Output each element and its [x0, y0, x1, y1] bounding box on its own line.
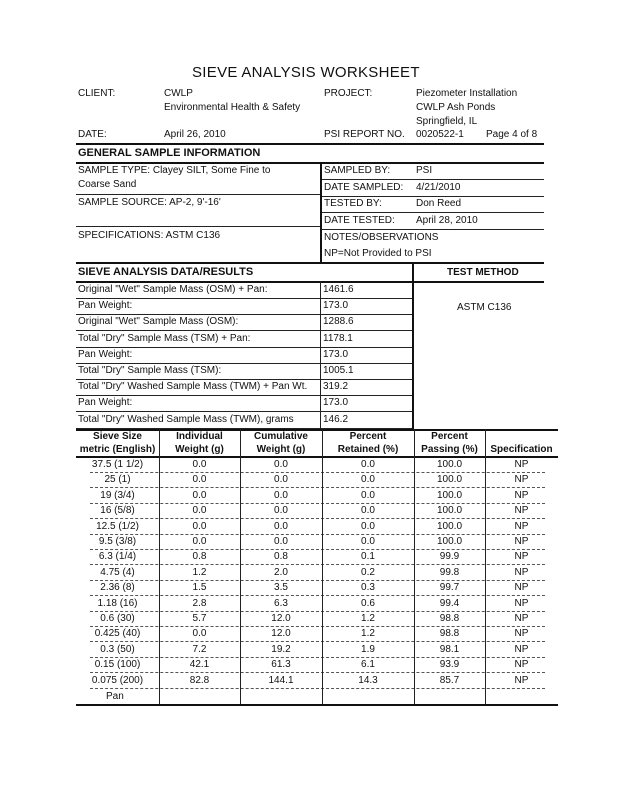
table-cell-cumulative-weight: 2.0 [274, 566, 288, 578]
mass-label: Original "Wet" Sample Mass (OSM) + Pan: [78, 284, 268, 295]
table-cell-percent-passing: 99.9 [439, 551, 460, 563]
table-cell-cumulative-weight: 19.2 [271, 643, 291, 655]
table-cell-individual-weight: 0.0 [192, 474, 207, 486]
table-cell-percent-passing: 99.8 [439, 566, 460, 578]
table-cell-percent-passing: 85.7 [439, 674, 460, 686]
table-cell-percent-retained: 0.0 [361, 459, 375, 470]
percent-passing-header-line2: Passing (%) [421, 444, 478, 455]
table-cell-cumulative-weight: 3.5 [274, 582, 288, 594]
sample-source: SAMPLE SOURCE: AP-2, 9'-16' [78, 197, 221, 208]
table-cell-sieve-size: 16 (5/8) [100, 505, 135, 517]
sampled-by-value: PSI [416, 165, 433, 176]
mass-value: 173.0 [323, 348, 349, 360]
table-cell-specification: NP [514, 659, 529, 671]
mass-row-rule [76, 347, 412, 348]
table-cell-sieve-size: 19 (3/4) [100, 489, 135, 501]
table-cell-sieve-size: 6.3 (1/4) [98, 551, 137, 563]
mass-label: Total "Dry" Sample Mass (TSM) + Pan: [78, 332, 251, 344]
mass-divider [320, 281, 321, 430]
table-cell-percent-passing: 98.8 [439, 613, 460, 624]
table-cell-percent-retained: 6.1 [361, 659, 375, 671]
table-cell-specification: NP [514, 628, 529, 640]
table-cell-individual-weight: 2.8 [192, 597, 207, 609]
table-cell-specification: NP [514, 536, 529, 547]
table-cell-cumulative-weight: 0.8 [274, 551, 288, 563]
mass-value: 1178.1 [323, 332, 353, 344]
table-cell-specification: NP [514, 520, 529, 532]
table-cell-sieve-size: 37.5 (1 1/2) [91, 459, 144, 470]
sample-type-cont: Coarse Sand [78, 179, 137, 190]
table-cell-sieve-size: 0.3 (50) [100, 643, 135, 655]
rule [322, 212, 544, 213]
table-cell-individual-weight: 0.0 [192, 459, 207, 470]
table-cell-cumulative-weight: 6.3 [274, 597, 288, 609]
mass-row-rule [76, 379, 412, 380]
table-cell-cumulative-weight: 0.0 [274, 520, 288, 532]
table-cell-cumulative-weight: 12.0 [271, 628, 291, 640]
mass-row-rule [76, 411, 412, 412]
table-cell-cumulative-weight: 0.0 [274, 474, 288, 486]
rule [76, 704, 558, 706]
specifications: SPECIFICATIONS: ASTM C136 [78, 230, 221, 241]
mass-label: Original "Wet" Sample Mass (OSM): [78, 316, 239, 328]
mass-value: 1461.6 [323, 284, 354, 295]
table-cell-percent-retained: 0.0 [361, 520, 375, 532]
table-cell-sieve-size: 2.36 (8) [100, 582, 135, 594]
date-value: April 26, 2010 [164, 129, 226, 140]
table-cell-percent-retained: 0.0 [361, 489, 375, 501]
table-cell-percent-retained: 0.2 [361, 566, 375, 578]
mass-row-rule [76, 363, 412, 364]
project-label: PROJECT: [324, 88, 373, 99]
table-cell-sieve-size: 9.5 (3/8) [98, 536, 137, 547]
client-line2: Environmental Health & Safety [164, 102, 301, 113]
table-column-divider [414, 429, 415, 704]
mass-label: Total "Dry" Washed Sample Mass (TWM) + Pan Wt. [78, 381, 308, 393]
table-cell-specification: NP [514, 505, 529, 517]
table-cell-individual-weight: 1.2 [192, 566, 207, 578]
page-number: Page 4 of 8 [486, 129, 538, 140]
table-column-divider [240, 429, 241, 704]
sieve-size-header-line1: Sieve Size [93, 431, 142, 442]
tested-by-label: TESTED BY: [324, 198, 382, 209]
client-line1: CWLP [164, 88, 193, 99]
mass-label: Pan Weight: [78, 300, 133, 312]
table-cell-cumulative-weight: 0.0 [274, 505, 288, 517]
table-cell-sieve-size: 4.75 (4) [100, 566, 135, 578]
table-cell-sieve-size: 0.15 (100) [94, 659, 141, 671]
table-cell-percent-passing: 98.1 [439, 643, 460, 655]
table-cell-percent-passing: 100.0 [436, 505, 463, 517]
mass-label: Pan Weight: [78, 397, 133, 409]
table-cell-percent-retained: 0.0 [361, 474, 375, 486]
project-line2: CWLP Ash Ponds [416, 102, 496, 113]
table-cell-individual-weight: 7.2 [192, 643, 207, 655]
mass-label: Total "Dry" Sample Mass (TSM): [78, 365, 222, 376]
mass-value: 173.0 [323, 397, 349, 409]
table-cell-individual-weight: 0.0 [192, 628, 207, 640]
table-cell-sieve-size: 12.5 (1/2) [96, 520, 139, 532]
cumulative-weight-header-line2: Weight (g) [256, 444, 306, 455]
table-cell-individual-weight: 0.0 [192, 505, 207, 517]
table-column-divider [485, 429, 486, 704]
table-cell-cumulative-weight: 12.0 [271, 613, 291, 624]
table-cell-specification: NP [514, 643, 529, 655]
date-tested-value: April 28, 2010 [416, 215, 478, 226]
table-cell-specification: NP [514, 674, 529, 686]
rule [322, 196, 544, 197]
rule [322, 229, 544, 230]
project-line3: Springfield, IL [416, 116, 478, 127]
specification-header-line2: Specification [490, 444, 553, 455]
table-cell-percent-retained: 0.0 [361, 536, 375, 547]
mass-row-rule [76, 330, 412, 331]
mass-value: 173.0 [323, 300, 349, 312]
table-cell-sieve-size: 0.075 (200) [91, 674, 144, 686]
table-cell-specification: NP [514, 459, 529, 470]
table-cell-sieve-size: 1.18 (16) [97, 597, 138, 609]
table-cell-percent-retained: 1.2 [361, 628, 375, 640]
test-method-heading: TEST METHOD [447, 267, 519, 278]
test-method-divider [412, 262, 414, 430]
date-sampled-label: DATE SAMPLED: [324, 182, 404, 193]
table-cell-percent-retained: 0.6 [361, 597, 375, 609]
table-cell-percent-retained: 1.2 [361, 613, 375, 624]
notes-label: NOTES/OBSERVATIONS [324, 232, 439, 243]
rule [76, 281, 544, 283]
mass-row-rule [76, 314, 412, 315]
table-cell-sieve-size: 0.6 (30) [100, 613, 135, 624]
table-cell-percent-passing: 100.0 [436, 459, 463, 470]
table-cell-percent-retained: 0.3 [361, 582, 375, 594]
table-cell-specification: NP [514, 597, 529, 609]
table-cell-individual-weight: 42.1 [189, 659, 210, 671]
table-cell-cumulative-weight: 61.3 [271, 659, 291, 671]
mass-value: 146.2 [323, 413, 349, 425]
table-cell-percent-retained: 0.0 [361, 505, 375, 517]
rule [76, 262, 544, 264]
sampled-by-label: SAMPLED BY: [324, 165, 391, 176]
table-cell-specification: NP [514, 613, 529, 624]
table-cell-percent-retained: 1.9 [361, 643, 375, 655]
sample-type: SAMPLE TYPE: Clayey SILT, Some Fine to [78, 165, 271, 176]
table-cell-cumulative-weight: 0.0 [274, 536, 288, 547]
table-cell-percent-passing: 100.0 [436, 489, 463, 501]
sieve-size-header-line2: metric (English) [79, 444, 156, 455]
table-cell-percent-passing: 93.9 [439, 659, 460, 671]
rule [76, 226, 320, 227]
report-value: 0020522-1 [416, 129, 464, 140]
general-heading-rule [76, 162, 544, 164]
header-divider [76, 143, 544, 145]
table-cell-individual-weight: 0.0 [192, 536, 207, 547]
mass-row-rule [76, 395, 412, 396]
table-column-divider [159, 429, 160, 704]
table-cell-specification: NP [514, 582, 529, 594]
page-title: SIEVE ANALYSIS WORKSHEET [192, 64, 420, 81]
project-line1: Piezometer Installation [416, 88, 518, 99]
table-cell-percent-passing: 99.4 [439, 597, 460, 609]
date-label: DATE: [78, 129, 107, 140]
test-method-value: ASTM C136 [457, 302, 512, 313]
table-cell-percent-retained: 0.1 [361, 551, 375, 563]
mass-row-rule [76, 298, 412, 299]
general-heading: GENERAL SAMPLE INFORMATION [78, 147, 261, 159]
cumulative-weight-header-line1: Cumulative [254, 431, 308, 442]
table-cell-percent-passing: 98.8 [439, 628, 460, 640]
table-cell-cumulative-weight: 0.0 [274, 489, 288, 501]
report-label: PSI REPORT NO. [324, 129, 405, 140]
percent-retained-header-line1: Percent [349, 431, 387, 442]
mass-value: 319.2 [323, 381, 349, 393]
table-cell-sieve-size: 0.425 (40) [94, 628, 141, 640]
table-cell-percent-passing: 100.0 [436, 520, 463, 532]
table-cell-individual-weight: 1.5 [192, 582, 207, 594]
date-sampled-value: 4/21/2010 [416, 182, 461, 193]
notes-value: NP=Not Provided to PSI [324, 248, 432, 259]
table-cell-specification: NP [514, 566, 529, 578]
table-cell-cumulative-weight: 144.1 [268, 674, 294, 686]
individual-weight-header-line2: Weight (g) [175, 444, 224, 455]
pan-label: Pan [106, 691, 124, 702]
mass-value: 1005.1 [323, 365, 354, 376]
table-cell-percent-passing: 100.0 [436, 536, 463, 547]
table-cell-cumulative-weight: 0.0 [274, 459, 288, 470]
table-cell-individual-weight: 5.7 [192, 613, 207, 624]
date-tested-label: DATE TESTED: [324, 215, 395, 226]
table-cell-percent-retained: 14.3 [358, 674, 378, 686]
rule [76, 194, 320, 195]
percent-retained-header-line2: Retained (%) [337, 444, 399, 455]
table-cell-individual-weight: 0.0 [192, 489, 207, 501]
table-cell-individual-weight: 0.0 [192, 520, 207, 532]
table-cell-percent-passing: 100.0 [436, 474, 463, 486]
table-cell-sieve-size: 25 (1) [104, 474, 131, 486]
table-cell-individual-weight: 0.8 [192, 551, 207, 563]
table-cell-specification: NP [514, 551, 529, 563]
rule [322, 179, 544, 180]
table-cell-specification: NP [514, 474, 529, 486]
tested-by-value: Don Reed [416, 198, 462, 209]
mass-label: Total "Dry" Washed Sample Mass (TWM), grams [78, 413, 294, 425]
table-cell-percent-passing: 99.7 [439, 582, 460, 594]
analysis-heading: SIEVE ANALYSIS DATA/RESULTS [78, 266, 254, 278]
table-column-divider [322, 429, 323, 704]
table-cell-individual-weight: 82.8 [189, 674, 210, 686]
mass-label: Pan Weight: [78, 348, 133, 360]
mass-value: 1288.6 [323, 316, 354, 328]
percent-passing-header-line1: Percent [431, 431, 468, 442]
individual-weight-header-line1: Individual [176, 431, 223, 442]
client-label: CLIENT: [78, 88, 116, 99]
table-cell-specification: NP [514, 489, 529, 501]
